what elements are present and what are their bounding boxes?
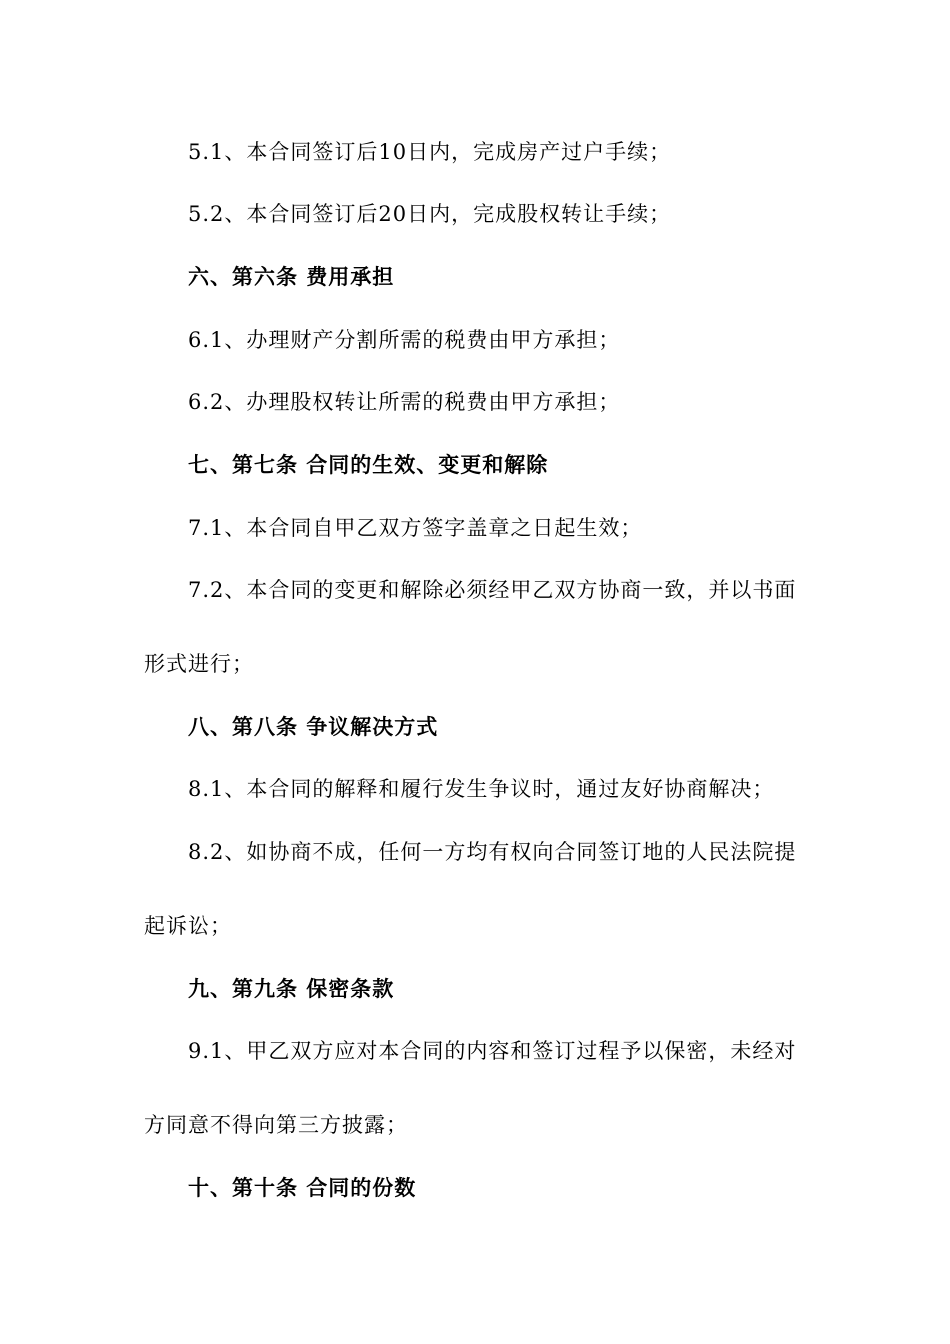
- clause-5-2: 5.2、本合同签订后20日内，完成股权转让手续；: [188, 202, 672, 226]
- section-heading-10: 十、第十条 合同的份数: [188, 1176, 417, 1200]
- clause-6-2: 6.2、办理股权转让所需的税费由甲方承担；: [188, 390, 621, 414]
- clause-8-2-continuation: 起诉讼；: [144, 914, 232, 938]
- clause-8-2: 8.2、如协商不成，任何一方均有权向合同签订地的人民法院提: [188, 840, 797, 864]
- clause-8-1: 8.1、本合同的解释和履行发生争议时，通过友好协商解决；: [188, 777, 775, 801]
- section-heading-7: 七、第七条 合同的生效、变更和解除: [188, 453, 549, 477]
- section-heading-6: 六、第六条 费用承担: [188, 265, 395, 289]
- section-heading-9: 九、第九条 保密条款: [188, 977, 395, 1001]
- clause-6-1: 6.1、办理财产分割所需的税费由甲方承担；: [188, 328, 621, 352]
- clause-9-1-continuation: 方同意不得向第三方披露；: [144, 1113, 408, 1137]
- section-heading-8: 八、第八条 争议解决方式: [188, 715, 439, 739]
- clause-5-1: 5.1、本合同签订后10日内，完成房产过户手续；: [188, 140, 672, 164]
- clause-9-1: 9.1、甲乙双方应对本合同的内容和签订过程予以保密，未经对: [188, 1039, 797, 1063]
- clause-7-2: 7.2、本合同的变更和解除必须经甲乙双方协商一致，并以书面: [188, 578, 797, 602]
- clause-7-1: 7.1、本合同自甲乙双方签字盖章之日起生效；: [188, 516, 643, 540]
- clause-7-2-continuation: 形式进行；: [144, 652, 254, 676]
